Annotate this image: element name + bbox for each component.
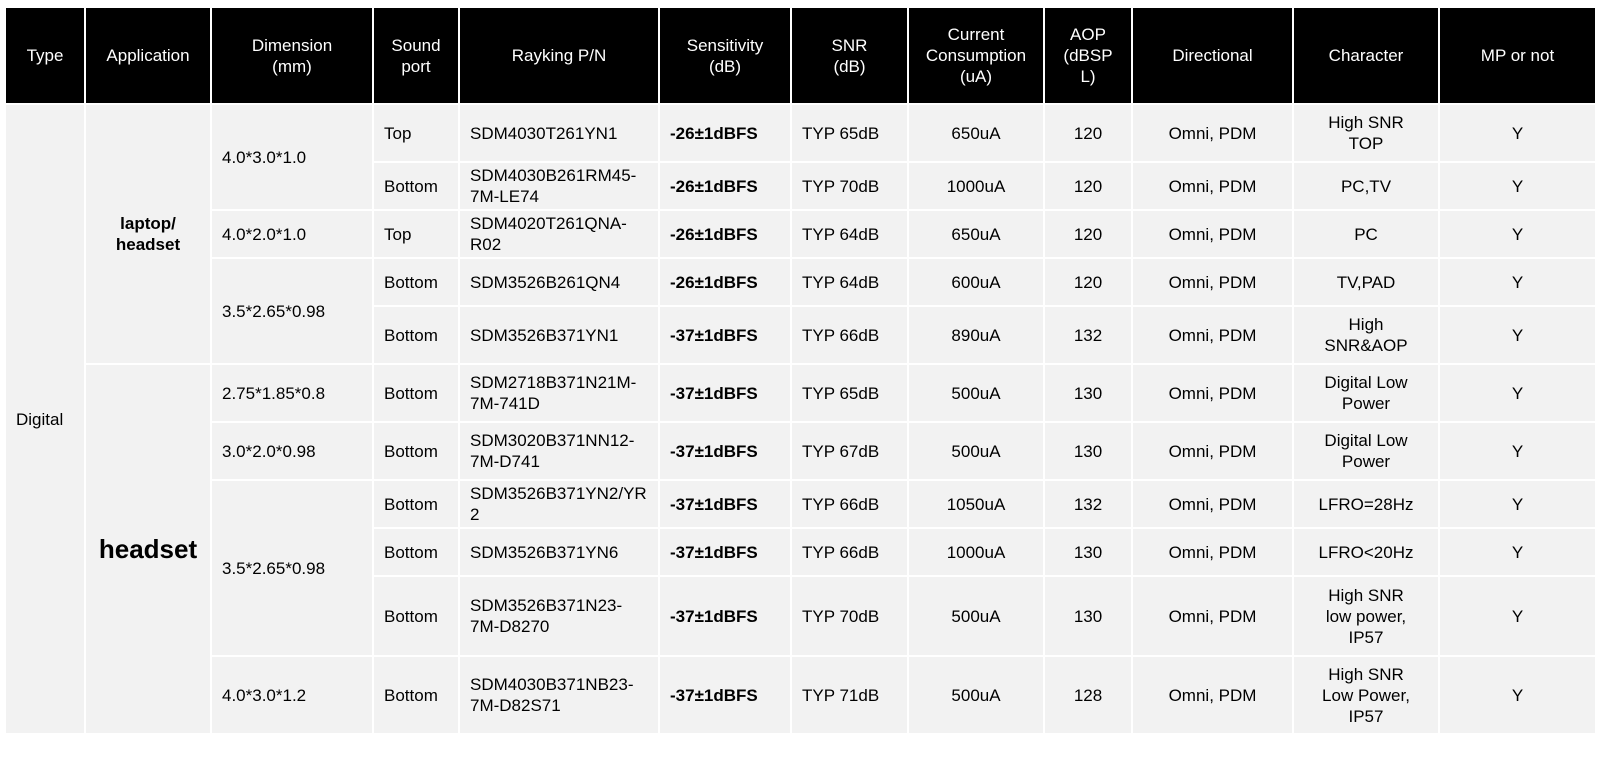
part-number-cell: SDM4030T261YN1 <box>459 104 659 162</box>
dimension-cell: 3.0*2.0*0.98 <box>211 422 373 480</box>
aop-cell: 120 <box>1044 210 1132 258</box>
snr-cell: TYP 65dB <box>791 104 908 162</box>
part-number-cell: SDM3526B261QN4 <box>459 258 659 306</box>
directional-cell: Omni, PDM <box>1132 480 1293 528</box>
part-number-cell: SDM4030B371NB23- 7M-D82S71 <box>459 656 659 734</box>
sensitivity-cell: -37±1dBFS <box>659 480 791 528</box>
sound-port-cell: Top <box>373 104 459 162</box>
snr-cell: TYP 64dB <box>791 210 908 258</box>
dimension-cell: 4.0*3.0*1.0 <box>211 104 373 210</box>
sound-port-cell: Bottom <box>373 528 459 576</box>
aop-cell: 130 <box>1044 576 1132 656</box>
header-type: Type <box>6 8 85 104</box>
dimension-cell: 4.0*2.0*1.0 <box>211 210 373 258</box>
current-cell: 890uA <box>908 306 1044 364</box>
character-cell: Digital Low Power <box>1293 364 1439 422</box>
table-row <box>6 210 1595 258</box>
directional-cell: Omni, PDM <box>1132 576 1293 656</box>
part-number-cell: SDM3020B371NN12- 7M-D741 <box>459 422 659 480</box>
snr-cell: TYP 66dB <box>791 306 908 364</box>
snr-cell: TYP 70dB <box>791 162 908 210</box>
header-application: Application <box>85 8 211 104</box>
character-cell: High SNR Low Power, IP57 <box>1293 656 1439 734</box>
table-body <box>6 104 1595 734</box>
dimension-cell: 3.5*2.65*0.98 <box>211 480 373 656</box>
header-mp: MP or not <box>1439 8 1595 104</box>
header-snr: SNR (dB) <box>791 8 908 104</box>
directional-cell: Omni, PDM <box>1132 656 1293 734</box>
sensitivity-cell: -37±1dBFS <box>659 306 791 364</box>
character-cell: Digital Low Power <box>1293 422 1439 480</box>
part-number-cell: SDM3526B371YN6 <box>459 528 659 576</box>
current-cell: 600uA <box>908 258 1044 306</box>
sound-port-cell: Bottom <box>373 576 459 656</box>
character-cell: PC,TV <box>1293 162 1439 210</box>
sound-port-cell: Bottom <box>373 422 459 480</box>
directional-cell: Omni, PDM <box>1132 422 1293 480</box>
part-number-cell: SDM3526B371YN1 <box>459 306 659 364</box>
header-sound-port: Sound port <box>373 8 459 104</box>
aop-cell: 130 <box>1044 364 1132 422</box>
directional-cell: Omni, PDM <box>1132 528 1293 576</box>
mp-cell: Y <box>1439 656 1595 734</box>
mp-cell: Y <box>1439 576 1595 656</box>
table-row <box>6 480 1595 528</box>
aop-cell: 132 <box>1044 306 1132 364</box>
sensitivity-cell: -26±1dBFS <box>659 104 791 162</box>
table-row <box>6 364 1595 422</box>
sensitivity-cell: -26±1dBFS <box>659 162 791 210</box>
header-current: Current Consumption (uA) <box>908 8 1044 104</box>
application-cell: headset <box>85 364 211 734</box>
current-cell: 500uA <box>908 576 1044 656</box>
part-number-cell: SDM2718B371N21M- 7M-741D <box>459 364 659 422</box>
mp-cell: Y <box>1439 528 1595 576</box>
part-number-cell: SDM4030B261RM45- 7M-LE74 <box>459 162 659 210</box>
current-cell: 500uA <box>908 656 1044 734</box>
header-dimension: Dimension (mm) <box>211 8 373 104</box>
current-cell: 500uA <box>908 364 1044 422</box>
part-number-cell: SDM3526B371N23- 7M-D8270 <box>459 576 659 656</box>
snr-cell: TYP 66dB <box>791 528 908 576</box>
current-cell: 650uA <box>908 210 1044 258</box>
header-directional: Directional <box>1132 8 1293 104</box>
current-cell: 500uA <box>908 422 1044 480</box>
header-character: Character <box>1293 8 1439 104</box>
part-number-cell: SDM3526B371YN2/YR 2 <box>459 480 659 528</box>
aop-cell: 120 <box>1044 104 1132 162</box>
mp-cell: Y <box>1439 104 1595 162</box>
character-cell: PC <box>1293 210 1439 258</box>
mp-cell: Y <box>1439 364 1595 422</box>
sound-port-cell: Bottom <box>373 306 459 364</box>
directional-cell: Omni, PDM <box>1132 162 1293 210</box>
sound-port-cell: Bottom <box>373 364 459 422</box>
header-aop: AOP (dBSP L) <box>1044 8 1132 104</box>
aop-cell: 120 <box>1044 258 1132 306</box>
spec-table-container <box>6 8 1595 735</box>
aop-cell: 132 <box>1044 480 1132 528</box>
directional-cell: Omni, PDM <box>1132 306 1293 364</box>
mp-cell: Y <box>1439 422 1595 480</box>
sensitivity-cell: -37±1dBFS <box>659 422 791 480</box>
current-cell: 650uA <box>908 104 1044 162</box>
snr-cell: TYP 70dB <box>791 576 908 656</box>
snr-cell: TYP 71dB <box>791 656 908 734</box>
sensitivity-cell: -26±1dBFS <box>659 210 791 258</box>
sound-port-cell: Bottom <box>373 162 459 210</box>
directional-cell: Omni, PDM <box>1132 364 1293 422</box>
sound-port-cell: Bottom <box>373 480 459 528</box>
sound-port-cell: Bottom <box>373 656 459 734</box>
mp-cell: Y <box>1439 258 1595 306</box>
aop-cell: 130 <box>1044 422 1132 480</box>
sensitivity-cell: -37±1dBFS <box>659 364 791 422</box>
snr-cell: TYP 66dB <box>791 480 908 528</box>
character-cell: High SNR low power, IP57 <box>1293 576 1439 656</box>
mp-cell: Y <box>1439 306 1595 364</box>
snr-cell: TYP 65dB <box>791 364 908 422</box>
application-cell: laptop/ headset <box>85 104 211 364</box>
aop-cell: 120 <box>1044 162 1132 210</box>
sensitivity-cell: -26±1dBFS <box>659 258 791 306</box>
table-row <box>6 656 1595 734</box>
directional-cell: Omni, PDM <box>1132 258 1293 306</box>
current-cell: 1000uA <box>908 528 1044 576</box>
current-cell: 1050uA <box>908 480 1044 528</box>
aop-cell: 128 <box>1044 656 1132 734</box>
sound-port-cell: Bottom <box>373 258 459 306</box>
dimension-cell: 3.5*2.65*0.98 <box>211 258 373 364</box>
character-cell: LFRO=28Hz <box>1293 480 1439 528</box>
dimension-cell: 4.0*3.0*1.2 <box>211 656 373 734</box>
header-row <box>6 8 1595 104</box>
aop-cell: 130 <box>1044 528 1132 576</box>
mp-cell: Y <box>1439 162 1595 210</box>
microphone-spec-table <box>6 8 1595 735</box>
header-sensitivity: Sensitivity (dB) <box>659 8 791 104</box>
dimension-cell: 2.75*1.85*0.8 <box>211 364 373 422</box>
table-row <box>6 104 1595 162</box>
mp-cell: Y <box>1439 210 1595 258</box>
part-number-cell: SDM4020T261QNA- R02 <box>459 210 659 258</box>
character-cell: High SNR&AOP <box>1293 306 1439 364</box>
header-part-number: Rayking P/N <box>459 8 659 104</box>
table-row <box>6 422 1595 480</box>
character-cell: TV,PAD <box>1293 258 1439 306</box>
directional-cell: Omni, PDM <box>1132 210 1293 258</box>
snr-cell: TYP 64dB <box>791 258 908 306</box>
current-cell: 1000uA <box>908 162 1044 210</box>
sound-port-cell: Top <box>373 210 459 258</box>
snr-cell: TYP 67dB <box>791 422 908 480</box>
character-cell: High SNR TOP <box>1293 104 1439 162</box>
directional-cell: Omni, PDM <box>1132 104 1293 162</box>
sensitivity-cell: -37±1dBFS <box>659 528 791 576</box>
sensitivity-cell: -37±1dBFS <box>659 576 791 656</box>
type-cell: Digital <box>6 104 85 734</box>
character-cell: LFRO<20Hz <box>1293 528 1439 576</box>
table-row <box>6 258 1595 306</box>
sensitivity-cell: -37±1dBFS <box>659 656 791 734</box>
mp-cell: Y <box>1439 480 1595 528</box>
